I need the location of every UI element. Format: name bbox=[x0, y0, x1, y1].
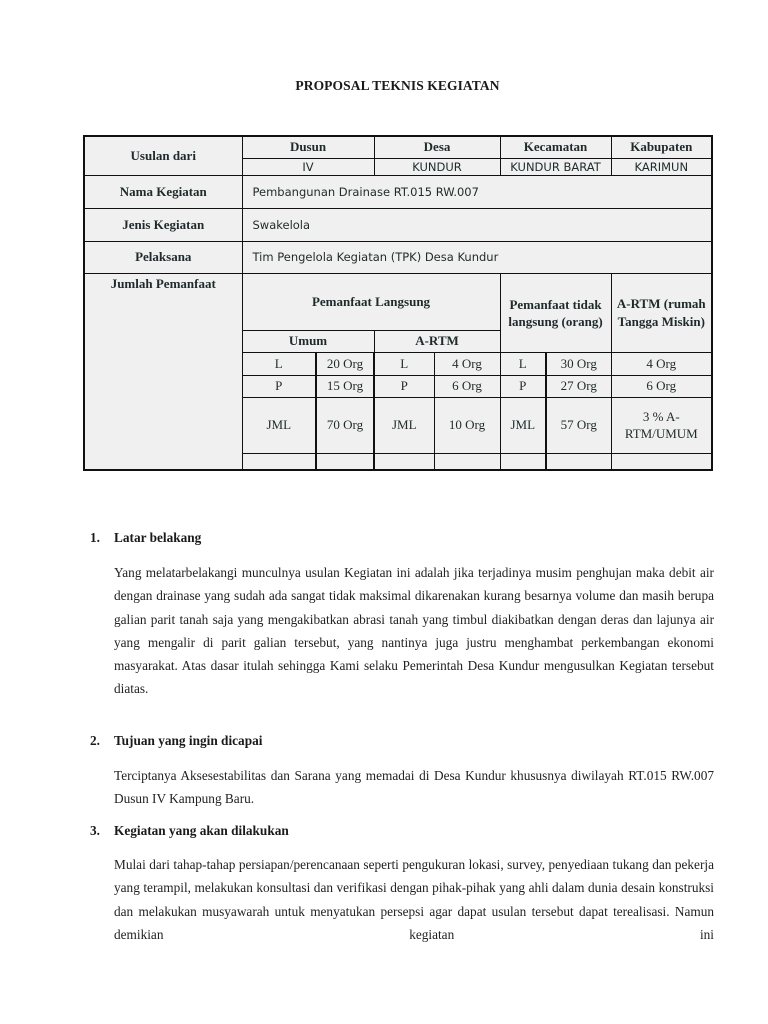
pemanfaat-langsung-header: Pemanfaat Langsung bbox=[242, 273, 500, 330]
artm-rumah-value: 4 Org bbox=[611, 352, 712, 375]
section-title: Latar belakang bbox=[114, 530, 202, 545]
tidak-langsung-value: 30 Org bbox=[546, 352, 611, 375]
artm-rumah-tangga-miskin-header: A-RTM (rumah Tangga Miskin) bbox=[611, 273, 712, 352]
empty-cell bbox=[500, 453, 546, 470]
kabupaten-header: Kabupaten bbox=[611, 136, 712, 158]
pemanfaat-tidak-langsung-header: Pemanfaat tidak langsung (orang) bbox=[500, 273, 611, 352]
tidak-langsung-key: JML bbox=[500, 397, 546, 453]
nama-kegiatan-value: Pembangunan Drainase RT.015 RW.007 bbox=[242, 175, 712, 208]
nama-kegiatan-row bbox=[84, 175, 712, 208]
proposal-info-table bbox=[83, 135, 713, 471]
umum-value: 70 Org bbox=[316, 397, 374, 453]
empty-cell bbox=[546, 453, 611, 470]
pelaksana-row bbox=[84, 241, 712, 273]
section-title: Tujuan yang ingin dicapai bbox=[114, 733, 263, 748]
artm-value: 6 Org bbox=[434, 375, 500, 397]
tidak-langsung-key: L bbox=[500, 352, 546, 375]
section-title: Kegiatan yang akan dilakukan bbox=[114, 823, 289, 838]
artm-key: P bbox=[374, 375, 434, 397]
jenis-kegiatan-value: Swakelola bbox=[242, 208, 712, 241]
artm-key: L bbox=[374, 352, 434, 375]
jenis-kegiatan-row bbox=[84, 208, 712, 241]
desa-value: KUNDUR bbox=[374, 158, 500, 175]
dusun-header: Dusun bbox=[242, 136, 374, 158]
nama-kegiatan-label: Nama Kegiatan bbox=[84, 175, 242, 208]
usulan-dari-label: Usulan dari bbox=[84, 136, 242, 175]
empty-cell bbox=[374, 453, 434, 470]
tidak-langsung-value: 57 Org bbox=[546, 397, 611, 453]
empty-cell bbox=[242, 453, 316, 470]
section-3-heading bbox=[90, 823, 289, 839]
tidak-langsung-key: P bbox=[500, 375, 546, 397]
usulan-header-row bbox=[84, 136, 712, 158]
kecamatan-value: KUNDUR BARAT bbox=[500, 158, 611, 175]
tidak-langsung-value: 27 Org bbox=[546, 375, 611, 397]
section-2-heading bbox=[90, 733, 262, 749]
section-number: 3. bbox=[90, 823, 100, 838]
section-2-body: Terciptanya Aksesestabilitas dan Sarana yang memadai di Desa Kundur khususnya diwilayah RT.015 RW.007 Dusun IV Kampung Baru. bbox=[114, 768, 714, 807]
section-number: 2. bbox=[90, 733, 100, 748]
empty-cell bbox=[611, 453, 712, 470]
umum-header: Umum bbox=[242, 330, 374, 352]
pelaksana-label: Pelaksana bbox=[84, 241, 242, 273]
dusun-value: IV bbox=[242, 158, 374, 175]
umum-key: P bbox=[242, 375, 316, 397]
umum-value: 15 Org bbox=[316, 375, 374, 397]
desa-header: Desa bbox=[374, 136, 500, 158]
artm-value: 10 Org bbox=[434, 397, 500, 453]
artm-value: 4 Org bbox=[434, 352, 500, 375]
artm-key: JML bbox=[374, 397, 434, 453]
artm-rumah-value: 6 Org bbox=[611, 375, 712, 397]
artm-header: A-RTM bbox=[374, 330, 500, 352]
pelaksana-value: Tim Pengelola Kegiatan (TPK) Desa Kundur bbox=[242, 241, 712, 273]
empty-cell bbox=[316, 453, 374, 470]
section-1-heading bbox=[90, 530, 201, 546]
artm-rumah-ratio: 3 % A-RTM/UMUM bbox=[611, 397, 712, 453]
pemanfaat-header-row bbox=[84, 273, 712, 330]
section-number: 1. bbox=[90, 530, 100, 545]
empty-cell bbox=[434, 453, 500, 470]
document-title: PROPOSAL TEKNIS KEGIATAN bbox=[295, 78, 500, 93]
umum-key: JML bbox=[242, 397, 316, 453]
section-3-body: Mulai dari tahap-tahap persiapan/perencanaan seperti pengukuran lokasi, survey, penyediaan tukang dan pekerja yang terampil, melakukan konsultasi dan verifikasi dengan pihak-pihak yang ahli dalam dunia desain konstruksi dan melakukan musyawarah untuk menyatukan persepsi agar dapat usulan tersebut dapat terealisasi. Namun demikian kegiatan ini bbox=[114, 857, 714, 942]
section-1-body: Yang melatarbelakangi munculnya usulan Kegiatan ini adalah jika terjadinya musim penghujan maka debit air dengan drainase yang sudah ada sangat tidak maksimal dikarenakan kurang besarnya volume dan masih berupa galian parit tanah saja yang mengakibatkan abrasi tanah yang timbul diakibatkan dengan deras dan lajunya air yang mengalir di parit galian tersebut, yang nantinya juga justru menghambat perkembangan ekonomi masyarakat. Atas dasar itulah sehingga Kami selaku Pemerintah Desa Kundur mengusulkan Kegiatan tersebut diatas. bbox=[114, 565, 714, 697]
umum-key: L bbox=[242, 352, 316, 375]
jumlah-pemanfaat-label: Jumlah Pemanfaat bbox=[84, 273, 242, 470]
kecamatan-header: Kecamatan bbox=[500, 136, 611, 158]
kabupaten-value: KARIMUN bbox=[611, 158, 712, 175]
umum-value: 20 Org bbox=[316, 352, 374, 375]
jenis-kegiatan-label: Jenis Kegiatan bbox=[84, 208, 242, 241]
